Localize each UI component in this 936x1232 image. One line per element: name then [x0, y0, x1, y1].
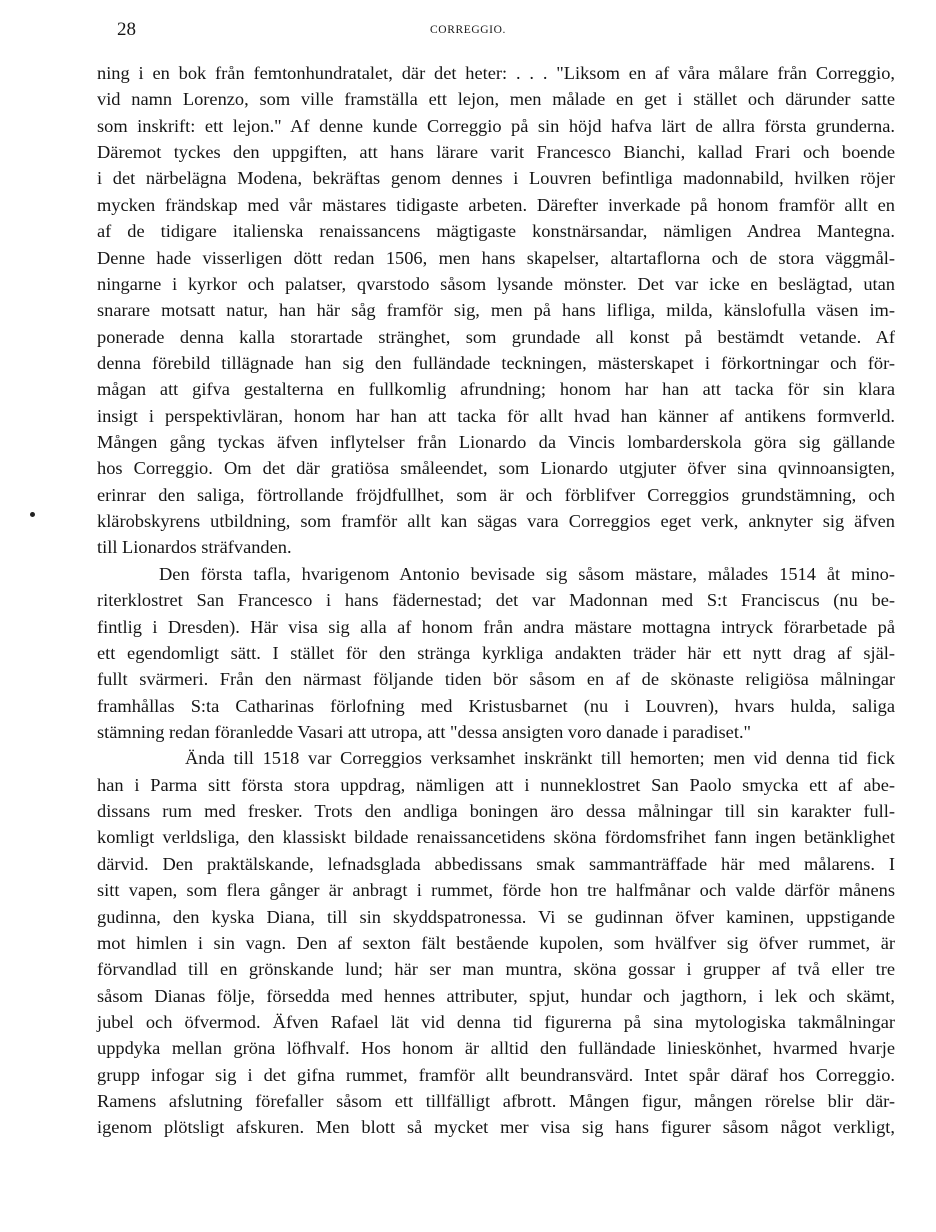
text-line: i det närbelägna Modena, bekräftas genom dennes i Louvren befintliga madonnabild, hvilken röjer — [97, 168, 895, 189]
text-line: Däremot tyckes den uppgiften, att hans lärare varit Francesco Bianchi, kallad Frari och boende — [97, 142, 895, 163]
text-line: gudinna, den kyska Diana, till sin skyddspatronessa. Vi se gudinnan öfver kaminen, uppstigande — [97, 906, 895, 927]
text-line: till Lionardos sträfvanden. — [97, 537, 292, 558]
stray-dot-mark — [30, 512, 35, 517]
running-head: CORREGGIO. — [430, 24, 506, 36]
text-line: han i Parma sitt första stora uppdrag, nämligen att i nunneklostret San Paolo smycka ett af abe- — [97, 774, 895, 795]
text-line: jubel och öfvermod. Äfven Rafael lät vid denna tid figurerna på sina mytologiska takmålningar — [97, 1011, 895, 1032]
text-line: stämning redan föranledde Vasari att utropa, att "dessa ansigten voro danade i paradiset." — [97, 721, 752, 742]
text-line: grupp infogar sig i det gifna rummet, framför allt beundransvärd. Intet spår däraf hos Correggio. — [97, 1064, 895, 1085]
text-line: ponerade denna kalla storartade stränghet, som grundade all konst på bestämdt vetande. Af — [97, 326, 895, 347]
text-line: förvandlad till en grönskande lund; här ser man muntra, sköna gossar i grupper af två eller tre — [97, 959, 895, 980]
text-line: ningarne i kyrkor och palatser, qvarstodo såsom lysande mönster. Det var icke en beslägtad, utan — [97, 273, 895, 294]
text-line — [97, 1141, 895, 1167]
text-line: framhållas S:ta Catharinas förlofning med Kristusbarnet (nu i Louvren), hvars hulda, saliga — [97, 695, 895, 716]
text-line: Ramens afslutning förefaller såsom ett tillfälligt afbrott. Mången figur, mången rörelse blir där- — [97, 1091, 895, 1112]
text-line: Ända till 1518 var Correggios verksamhet inskränkt till hemorten; men vid denna tid fick — [185, 748, 895, 769]
text-line: insigt i perspektivläran, honom har han att tacka för allt hvad han känner af antikens formverld. — [97, 405, 895, 426]
text-line: Den första tafla, hvarigenom Antonio bevisade sig såsom mästare, målades 1514 åt mino- — [159, 563, 895, 584]
text-line: dissans rum med fresker. Trots den andliga boningen äro dessa målningar till sin karakter full- — [97, 801, 895, 822]
text-line: vid namn Lorenzo, som ville framställa ett lejon, men målade en get i stället och därunder satte — [97, 89, 895, 110]
text-line: mycken frändskap med vår mästares tidigaste arbeten. Därefter inverkade på honom framför allt en — [97, 194, 895, 215]
text-line: snarare motsatt natur, han här såg framför sig, men på hans lifliga, milda, känslofulla väsen im- — [97, 300, 895, 321]
text-line: som inskrift: ett lejon." Af denne kunde Correggio på sin höjd hafva lärt de allra första grunderna. — [97, 115, 895, 136]
text-line: komligt verldsliga, den klassiskt bildade renaissancetidens sköna fördomsfrihet fann ingen betänklighet — [97, 827, 895, 848]
body-text — [97, 60, 895, 1167]
text-line: ning i en bok från femtonhundratalet, där det heter: . . . "Liksom en af våra målare från Correggio, — [97, 63, 895, 83]
text-line: denna förebild tillägnade han sig den fulländade teckningen, mästerskapet i förkortningar och för- — [97, 352, 895, 373]
text-line: mot himlen i sin vagn. Den af sexton fält bestående kupolen, som hvälfver sig öfver rummet, är — [97, 932, 895, 953]
text-line: hos Correggio. Om det där gratiösa småleendet, som Lionardo utgjuter öfver sina qvinnoansigten, — [97, 458, 895, 479]
text-line: af de tidigare italienska renaissancens mägtigaste konstnärsandar, nämligen Andrea Mantegna. — [97, 221, 895, 242]
text-line: fullt svärmeri. Från den närmast följande tiden bör såsom en af de skönaste religiösa målningar — [97, 669, 895, 690]
text-line: erinrar den saliga, förtrollande fröjdfullhet, som är och förblifver Correggios grundstämning, och — [97, 484, 895, 505]
text-line: igenom plötsligt afskuren. Men blott så mycket mer visa sig hans figurer såsom något verkligt, — [97, 1117, 895, 1138]
text-line: mågan att gifva gestalterna en fullkomlig afrundning; honom har han att tacka för sin klara — [97, 379, 895, 400]
text-line: såsom Dianas följe, försedda med hennes attributer, spjut, hundar och jagthorn, i lek och skämt, — [97, 985, 895, 1006]
page-number: 28 — [117, 19, 136, 40]
text-line: Denne hade visserligen dött redan 1506, men hans skapelser, altartaflorna och de stora väggmål- — [97, 247, 895, 268]
text-line: riterklostret San Francesco i hans fädernestad; det var Madonnan med S:t Franciscus (nu be- — [97, 590, 895, 611]
text-line: klärobskyrens utbildning, som framför allt kan sägas vara Correggios eget verk, anknyter sig äfven — [97, 511, 895, 532]
text-line: sitt vapen, som flera gånger är anbragt i rummet, förde hon tre halfmånar och valde därför månens — [97, 880, 895, 901]
text-line: ett egendomligt sätt. I stället för den stränga kyrkliga andakten träder här ett nytt drag af själ- — [97, 642, 895, 663]
text-line: Mången gång tyckas äfven inflytelser från Lionardo da Vincis lombarderskola göra sig gällande — [97, 432, 895, 453]
text-line: därvid. Den praktälskande, lefnadsglada abbedissans smak sammanträffade här med målarens. I — [97, 853, 895, 874]
text-line: uppdyka mellan gröna löfhvalf. Hos honom är alltid den fulländade linieskönhet, hvarmed hvarje — [97, 1038, 895, 1059]
text-line: fintlig i Dresden). Här visa sig alla af honom från andra mästare mottagna intryck förarbetade på — [97, 616, 895, 637]
